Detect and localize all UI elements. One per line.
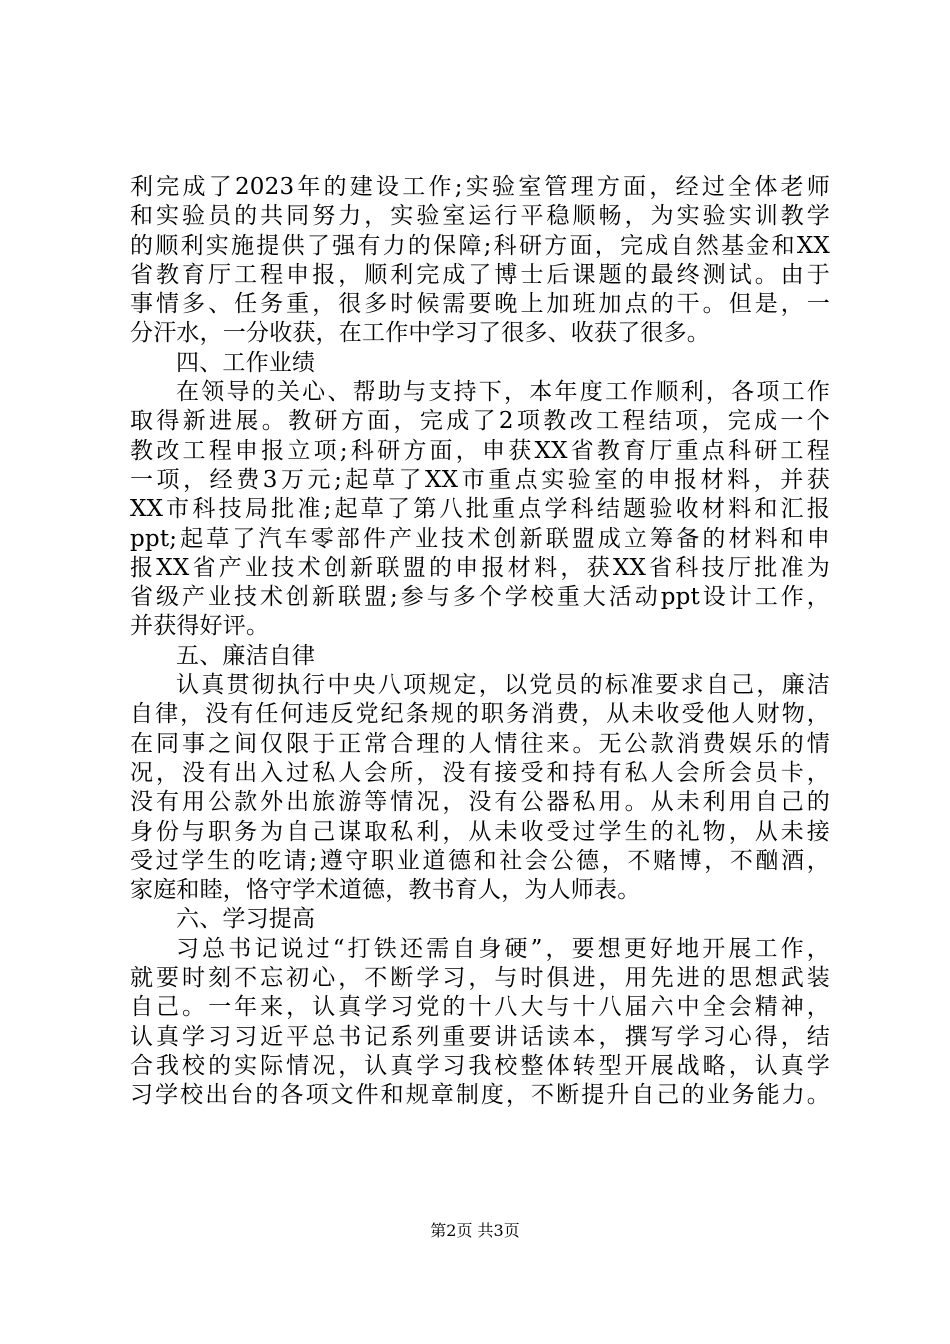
page-footer: 第2页 共3页 <box>430 1221 520 1240</box>
text-line: 在领导的关心、帮助与支持下，本年度工作顺利，各项工作 <box>176 379 830 406</box>
text-line: 并获得好评。 <box>130 613 270 640</box>
text-line: 分汗水，一分收获，在工作中学习了很多、收获了很多。 <box>130 320 710 347</box>
text-line: 省级产业技术创新联盟;参与多个学校重大活动ppt设计工作， <box>130 584 830 611</box>
text-line: ppt;起草了汽车零部件产业技术创新联盟成立筹备的材料和申 <box>130 525 830 552</box>
text-line: 习总书记说过“打铁还需自身硬”，要想更好地开展工作， <box>176 935 830 962</box>
text-line: 和实验员的共同努力，实验室运行平稳顺畅，为实验实训教学 <box>130 203 830 230</box>
text-line: 就要时刻不忘初心，不断学习，与时俱进，用先进的思想武装 <box>130 965 830 992</box>
section-heading: 四、工作业绩 <box>176 349 316 376</box>
text-line: 事情多、任务重，很多时候需要晚上加班加点的干。但是，一 <box>130 291 830 318</box>
text-line: 取得新进展。教研方面，完成了2项教改工程结项，完成一个 <box>130 408 830 435</box>
section-heading: 六、学习提高 <box>176 906 316 933</box>
text-line: 没有用公款外出旅游等情况，没有公器私用。从未利用自己的 <box>130 789 830 816</box>
text-line: 教改工程申报立项;科研方面，申获XX省教育厅重点科研工程 <box>130 437 830 464</box>
body-text <box>130 173 830 1111</box>
text-line: 习学校出台的各项文件和规章制度，不断提升自己的业务能力。 <box>130 1082 830 1109</box>
text-line: 身份与职务为自己谋取私利，从未收受过学生的礼物，从未接 <box>130 818 830 845</box>
text-line: 合我校的实际情况，认真学习我校整体转型开展战略，认真学 <box>130 1052 830 1079</box>
text-line: 在同事之间仅限于正常合理的人情往来。无公款消费娱乐的情 <box>130 730 830 757</box>
text-line: XX市科技局批准;起草了第八批重点学科结题验收材料和汇报 <box>130 496 830 523</box>
text-line: 受过学生的吃请;遵守职业道德和社会公德，不赌博，不酗酒， <box>130 847 830 874</box>
text-line: 利完成了2023年的建设工作;实验室管理方面，经过全体老师 <box>130 174 830 200</box>
text-line: 报XX省产业技术创新联盟的申报材料，获XX省科技厅批准为 <box>130 554 830 581</box>
text-line: 况，没有出入过私人会所，没有接受和持有私人会所会员卡， <box>130 759 830 786</box>
text-line: 自律，没有任何违反党纪条规的职务消费，从未收受他人财物， <box>130 701 830 728</box>
text-line: 认真学习习近平总书记系列重要讲话读本，撰写学习心得，结 <box>130 1023 830 1050</box>
text-line: 一项，经费3万元;起草了XX市重点实验室的申报材料，并获 <box>130 466 830 493</box>
text-line: 家庭和睦，恪守学术道德，教书育人，为人师表。 <box>130 877 641 904</box>
text-line: 省教育厅工程申报，顺利完成了博士后课题的最终测试。由于 <box>130 261 830 288</box>
section-heading: 五、廉洁自律 <box>176 642 316 669</box>
text-line: 自己。一年来，认真学习党的十八大与十八届六中全会精神， <box>130 994 830 1021</box>
text-line: 认真贯彻执行中央八项规定，以党员的标准要求自己，廉洁 <box>176 672 830 699</box>
text-line: 的顺利实施提供了强有力的保障;科研方面，完成自然基金和XX <box>130 232 830 259</box>
